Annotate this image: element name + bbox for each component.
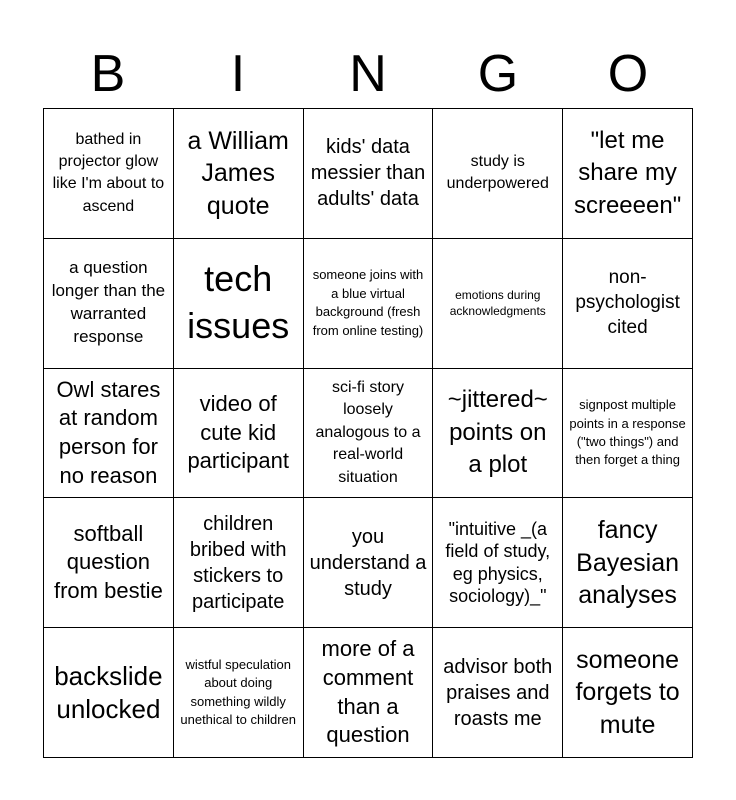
bingo-cell-text: advisor both praises and roasts me bbox=[443, 655, 553, 730]
bingo-cell-text: tech issues bbox=[187, 258, 290, 347]
bingo-cell-text: non-psychologist cited bbox=[575, 267, 680, 338]
bingo-cell-text: ~jittered~ points on a plot bbox=[447, 386, 548, 479]
bingo-cell[interactable] bbox=[304, 239, 434, 369]
bingo-cell-text: kids' data messier than adults' data bbox=[310, 136, 426, 211]
bingo-cell[interactable] bbox=[44, 498, 174, 628]
bingo-cell[interactable] bbox=[433, 498, 563, 628]
header-letter-b: B bbox=[90, 45, 126, 103]
bingo-cell-text: "let me share my screeeen" bbox=[573, 126, 682, 219]
bingo-cell-text: study is underpowered bbox=[446, 153, 549, 193]
bingo-cell[interactable] bbox=[174, 109, 304, 239]
bingo-cell[interactable] bbox=[174, 498, 304, 628]
bingo-cell[interactable] bbox=[44, 239, 174, 369]
header-letter-o: O bbox=[607, 45, 649, 103]
bingo-cell[interactable] bbox=[433, 109, 563, 239]
bingo-cell-text: someone forgets to mute bbox=[575, 645, 680, 739]
bingo-cell[interactable] bbox=[433, 239, 563, 369]
header-letter-i: I bbox=[230, 45, 246, 103]
bingo-cell[interactable] bbox=[44, 369, 174, 499]
bingo-cell[interactable] bbox=[304, 109, 434, 239]
header-letter-n: N bbox=[349, 45, 387, 103]
bingo-cell[interactable] bbox=[174, 628, 304, 758]
header-letter-g: G bbox=[477, 45, 519, 103]
bingo-cell[interactable] bbox=[563, 239, 693, 369]
bingo-cell-text: you understand a study bbox=[309, 525, 427, 600]
bingo-cell[interactable] bbox=[563, 109, 693, 239]
bingo-cell[interactable] bbox=[563, 369, 693, 499]
bingo-cell[interactable] bbox=[563, 498, 693, 628]
bingo-cell-text: Owl stares at random person for no reason bbox=[56, 376, 161, 488]
bingo-cell-text: a William James quote bbox=[187, 126, 289, 220]
bingo-header bbox=[43, 40, 693, 108]
bingo-cell-text: signpost multiple points in a response ("two things") and then forget a thing bbox=[569, 397, 686, 468]
bingo-cell-text: softball question from bestie bbox=[53, 520, 163, 604]
bingo-cell[interactable] bbox=[44, 109, 174, 239]
bingo-cell[interactable] bbox=[304, 628, 434, 758]
bingo-cell-text: wistful speculation about doing something wildly unethical to children bbox=[180, 656, 297, 728]
bingo-cell-text: bathed in projector glow like I'm about to ascend bbox=[52, 130, 165, 215]
bingo-cell-text: emotions during acknowledgments bbox=[449, 288, 546, 319]
bingo-cell-text: someone joins with a blue virtual background (fresh from online testing) bbox=[312, 267, 424, 338]
bingo-cell-text: a question longer than the warranted response bbox=[51, 258, 166, 347]
bingo-cell-text: children bribed with stickers to participate bbox=[189, 512, 287, 613]
bingo-cell[interactable] bbox=[304, 498, 434, 628]
bingo-cell-text: sci-fi story loosely analogous to a real-world situation bbox=[315, 379, 421, 486]
bingo-cell[interactable] bbox=[433, 628, 563, 758]
bingo-cell[interactable] bbox=[174, 239, 304, 369]
bingo-cell-text: more of a comment than a question bbox=[321, 636, 415, 748]
bingo-cell-text: "intuitive _(a field of study, eg physics, sociology)_" bbox=[445, 518, 551, 607]
bingo-cell[interactable] bbox=[44, 628, 174, 758]
bingo-cell[interactable] bbox=[174, 369, 304, 499]
bingo-cell[interactable] bbox=[563, 628, 693, 758]
bingo-cell-text: video of cute kid participant bbox=[187, 391, 289, 474]
bingo-cell-text: backslide unlocked bbox=[54, 661, 163, 724]
bingo-board bbox=[43, 108, 693, 758]
bingo-cell[interactable] bbox=[433, 369, 563, 499]
bingo-cell-text: fancy Bayesian analyses bbox=[576, 516, 680, 610]
bingo-cell[interactable] bbox=[304, 369, 434, 499]
